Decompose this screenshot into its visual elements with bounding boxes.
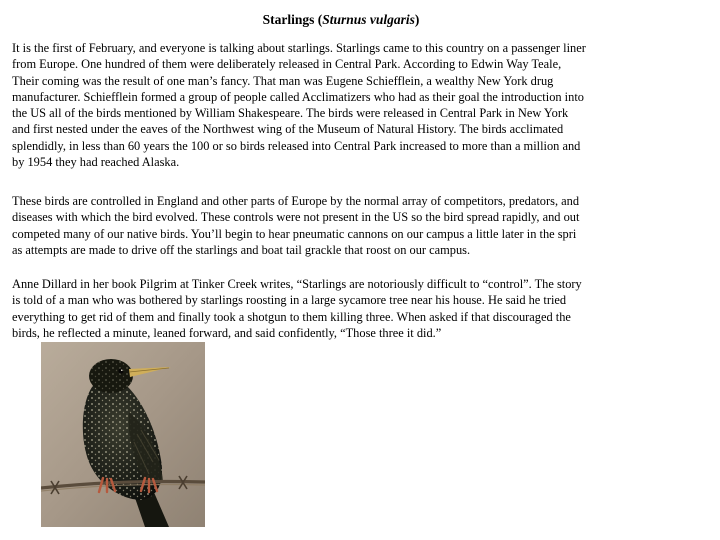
paragraph-line: the US all of the birds mentioned by William Shakespeare. The birds were released in Central Park in New York (12, 106, 569, 121)
paragraph-line: as attempts are made to drive off the starlings and boat tail grackle that roost on our campus. (12, 242, 471, 257)
paragraph-line: Their coming was the result of one man’s fancy. That man was Eugene Schiefflein, a wealthy New York drug (12, 73, 554, 88)
starling-illustration (41, 342, 205, 527)
paragraph-line: splendidly, in less than 60 years the 100 or so birds released into Central Park increased to more than a million and (12, 138, 581, 153)
title-common-name: Starlings (262, 12, 315, 27)
starling-photo (41, 342, 205, 527)
title-close-paren: ) (414, 12, 420, 27)
title-open-paren: ( (317, 12, 323, 27)
document-title (0, 12, 682, 28)
paragraph-line: competed many of our native birds. You’ll begin to hear pneumatic cannons on our campus a little later in the spri (12, 226, 577, 241)
bird-head-spots (89, 359, 133, 393)
bird-eye (118, 368, 123, 373)
paragraph-line: from Europe. One hundred of them were deliberately released in Central Park. According to Edwin Way Teale, (12, 57, 562, 72)
paragraph-line: It is the first of February, and everyone is talking about starlings. Starlings came to this country on a passenger liner (12, 41, 586, 55)
paragraph-line: and first nested under the eaves of the Northwest wing of the Museum of Natural History. The birds acclimated (12, 122, 564, 137)
paragraph-dillard-quote (12, 276, 712, 341)
title-scientific-name: Sturnus vulgaris (322, 12, 415, 27)
paragraph-line: everything to get rid of them and finally took a shotgun to them killing three. When asked if that discouraged the (12, 309, 571, 324)
paragraph-line: diseases with which the bird evolved. These controls were not present in the US so the bird spread rapidly, and out (12, 210, 580, 225)
paragraph-controls (12, 193, 712, 258)
eye-highlight (121, 369, 123, 371)
paragraph-line: Anne Dillard in her book Pilgrim at Tinker Creek writes, “Starlings are notoriously difficult to “control”. The story (12, 277, 582, 291)
paragraph-line: manufacturer. Schiefflein formed a group of people called Acclimatizers who had as their goal the introduction into (12, 89, 584, 104)
paragraph-line: These birds are controlled in England and other parts of Europe by the normal array of competitors, predators, and (12, 194, 580, 208)
paragraph-line: is told of a man who was bothered by starlings roosting in a large sycamore tree near his house. He said he tried (12, 293, 567, 308)
paragraph-line: by 1954 they had reached Alaska. (12, 155, 180, 170)
paragraph-introduction (12, 40, 712, 170)
paragraph-line: birds, he reflected a minute, leaned forward, and said confidently, “Those three it did.” (12, 325, 442, 340)
